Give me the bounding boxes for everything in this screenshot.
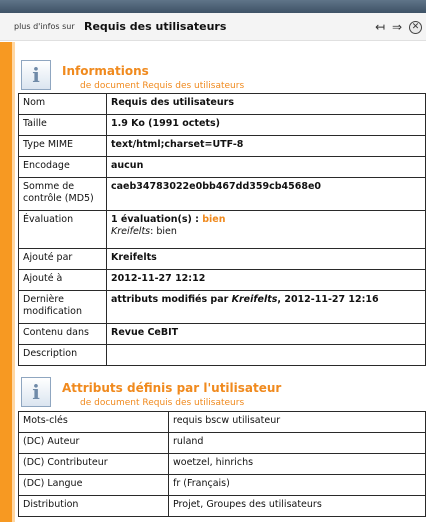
table-row — [19, 94, 426, 115]
title-bar — [0, 13, 426, 41]
row-label: Somme de contrôle (MD5) — [19, 178, 107, 211]
row-value: 1.9 Ko (1991 octets) — [107, 115, 426, 136]
row-value: aucun — [107, 157, 426, 178]
info-section-subtitle: de document Requis des utilisateurs — [80, 81, 245, 91]
row-label: (DC) Auteur — [19, 433, 169, 454]
rating-value — [107, 211, 426, 249]
table-row — [19, 115, 426, 136]
row-value: Requis des utilisateurs — [107, 94, 426, 115]
row-label: Description — [19, 345, 107, 366]
attributes-info-icon: i — [21, 377, 51, 407]
table-row — [19, 324, 426, 345]
row-value: requis bscw utilisateur — [169, 412, 426, 433]
row-value: Kreifelts — [107, 249, 426, 270]
row-label: Taille — [19, 115, 107, 136]
table-row — [19, 211, 426, 249]
row-label: Dernière modification — [19, 291, 107, 324]
info-icon: i — [21, 60, 51, 90]
page-title: Requis des utilisateurs — [84, 20, 227, 33]
table-row — [19, 157, 426, 178]
row-label: Contenu dans — [19, 324, 107, 345]
row-label: Évaluation — [19, 211, 107, 249]
row-label: Nom — [19, 94, 107, 115]
table-row — [19, 291, 426, 324]
row-label: (DC) Langue — [19, 475, 169, 496]
top-bar — [0, 0, 426, 13]
info-table — [18, 93, 426, 366]
back-arrow-icon[interactable]: ↤ — [374, 20, 386, 34]
table-row — [19, 249, 426, 270]
row-value: caeb34783022e0bb467dd359cb4568e0 — [107, 178, 426, 211]
table-row — [19, 475, 426, 496]
rating-user: Kreifelts — [111, 226, 151, 237]
row-value — [107, 345, 426, 366]
modified-user: Kreifelts — [231, 294, 278, 305]
rating-link[interactable]: bien — [202, 214, 226, 225]
table-row — [19, 345, 426, 366]
rating-user-value: : bien — [150, 226, 177, 237]
row-label: Distribution — [19, 496, 169, 517]
modified-value — [107, 291, 426, 324]
row-label: Type MIME — [19, 136, 107, 157]
title-prefix: plus d'infos sur — [14, 22, 75, 31]
close-icon[interactable]: ✕ — [409, 21, 422, 34]
forward-arrow-icon[interactable]: ⇒ — [391, 20, 403, 34]
row-label: Encodage — [19, 157, 107, 178]
table-row — [19, 136, 426, 157]
row-value: ruland — [169, 433, 426, 454]
table-row — [19, 178, 426, 211]
row-label: Ajouté à — [19, 270, 107, 291]
left-accent-inner — [12, 42, 15, 522]
table-row — [19, 270, 426, 291]
attributes-section-title: Attributs définis par l'utilisateur — [62, 381, 282, 395]
left-accent-bar — [0, 42, 12, 522]
row-label: Ajouté par — [19, 249, 107, 270]
table-row — [19, 412, 426, 433]
modified-prefix: attributs modifiés par — [111, 294, 229, 305]
row-value: Projet, Groupes des utilisateurs — [169, 496, 426, 517]
table-row — [19, 496, 426, 517]
row-label: Mots-clés — [19, 412, 169, 433]
row-value: 2012-11-27 12:12 — [107, 270, 426, 291]
table-row — [19, 433, 426, 454]
row-value: text/html;charset=UTF-8 — [107, 136, 426, 157]
info-section-title: Informations — [62, 64, 149, 78]
table-row — [19, 454, 426, 475]
row-value: Revue CeBIT — [107, 324, 426, 345]
row-value: woetzel, hinrichs — [169, 454, 426, 475]
attributes-table — [18, 411, 426, 517]
rating-summary: 1 évaluation(s) : — [111, 214, 199, 225]
row-label: (DC) Contributeur — [19, 454, 169, 475]
attributes-section-subtitle: de document Requis des utilisateurs — [80, 398, 245, 408]
rating-detail — [111, 226, 177, 237]
row-value: fr (Français) — [169, 475, 426, 496]
modified-suffix: , 2012-11-27 12:16 — [277, 294, 379, 305]
